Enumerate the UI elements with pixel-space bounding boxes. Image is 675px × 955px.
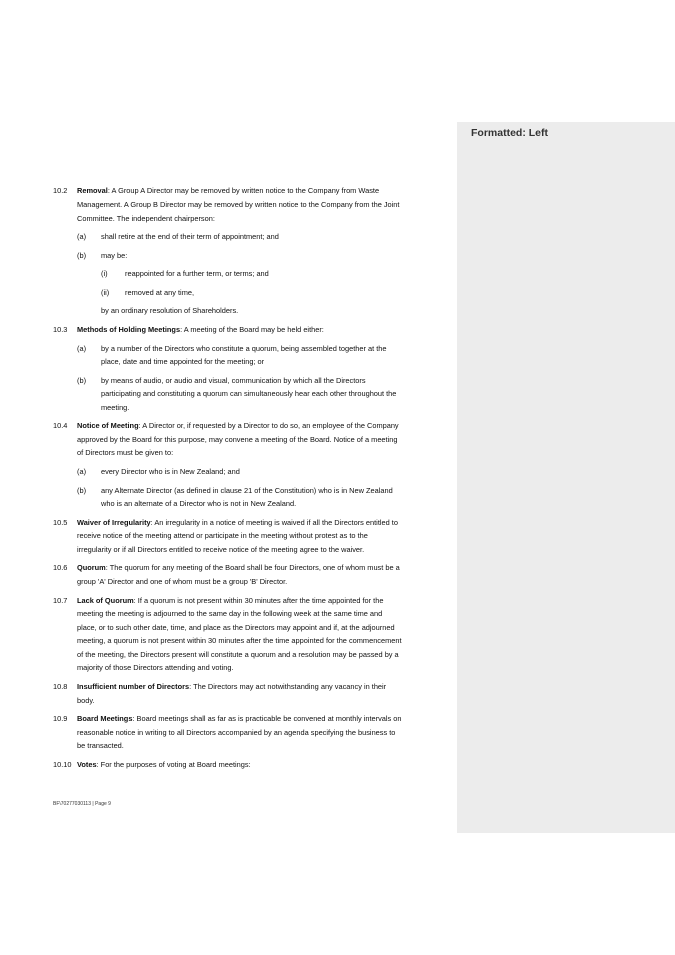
sub-sub-text: reappointed for a further term, or terms; and [125,269,269,278]
clause-10-2-line [77,186,379,195]
clause-text: Management. A Group B Director may be removed by written notice to the Company from the Joint [77,200,400,209]
clause-10-4-line [77,421,399,430]
sub-label: (a) [77,232,87,241]
clause-heading: Quorum [77,563,106,572]
clause-10-6-line [77,563,400,572]
sub-label: (b) [77,376,87,385]
clause-10-3-line [77,325,324,334]
sub-text: by a number of the Directors who constitute a quorum, being assembled together at the [101,344,387,353]
clause-number: 10.10 [53,760,72,769]
clause-text: body. [77,696,95,705]
clause-text: receive notice of the meeting attend or participate in the meeting without protest as to the [77,531,368,540]
clause-text: : For the purposes of voting at Board meetings: [96,760,251,769]
clause-text: majority of those Directors attending and voting. [77,663,234,672]
clause-number: 10.4 [53,421,68,430]
sub-text: by an ordinary resolution of Shareholders. [101,306,239,315]
clause-text: group 'A' Director and one of whom must be a group 'B' Director. [77,577,288,586]
clause-10-7-line [77,596,383,605]
clause-heading: Notice of Meeting [77,421,139,430]
sub-text: shall retire at the end of their term of appointment; and [101,232,279,241]
clause-heading: Waiver of Irregularity [77,518,151,527]
clause-text: : Board meetings shall as far as is practicable be convened at monthly intervals on [132,714,402,723]
sub-label: (a) [77,344,87,353]
clause-text: : An irregularity in a notice of meeting is waived if all the Directors entitled to [150,518,398,527]
clause-text: : A Director or, if requested by a Director to do so, an employee of the Company [138,421,399,430]
sub-label: (b) [77,251,87,260]
clause-number: 10.6 [53,563,68,572]
clause-text: meeting the meeting is adjourned to the same day in the following week at the same time and [77,609,383,618]
clause-10-10-line [77,760,251,769]
clause-text: Committee. The independent chairperson: [77,214,215,223]
clause-text: meeting, a quorum is not present within 30 minutes after the time appointed for the commencement [77,636,402,645]
clause-heading: Votes [77,760,97,769]
clause-number: 10.3 [53,325,68,334]
sub-text: any Alternate Director (as defined in clause 21 of the Constitution) who is in New Zealand [101,486,393,495]
clause-text: of Directors must be given to: [77,448,174,457]
clause-text: : If a quorum is not present within 30 minutes after the time appointed for the [133,596,384,605]
comment-pane [457,122,675,833]
sub-sub-text: removed at any time, [125,288,195,297]
clause-text: : The quorum for any meeting of the Board shall be four Directors, one of whom must be a [105,563,400,572]
clause-heading: Removal [77,186,108,195]
clause-text: approved by the Board for this purpose, may convene a meeting of the Board. Notice of a meeting [77,435,398,444]
clause-number: 10.9 [53,714,68,723]
clause-10-8-line [77,682,386,691]
clause-heading: Insufficient number of Directors [77,682,190,691]
clause-10-9-line [77,714,402,723]
clause-text: : A meeting of the Board may be held either: [180,325,324,334]
clause-text: reasonable notice in writing to all Directors accompanied by an agenda specifying the business to [77,728,396,737]
clause-text: be transacted. [77,741,124,750]
page-footer: BF\70277030113 | Page 9 [53,801,111,807]
clause-heading: Board Meetings [77,714,133,723]
sub-text: meeting. [101,403,130,412]
clause-heading: Lack of Quorum [77,596,134,605]
clause-number: 10.2 [53,186,68,195]
clause-text: of the meeting, the Directors present will constitute a quorum and a resolution may be passed by a [77,650,399,659]
clause-number: 10.8 [53,682,68,691]
clause-number: 10.7 [53,596,68,605]
sub-text: every Director who is in New Zealand; and [101,467,240,476]
sub-text: may be: [101,251,128,260]
sub-text: by means of audio, or audio and visual, communication by which all the Directors [101,376,366,385]
clause-text: : A Group A Director may be removed by written notice to the Company from Waste [107,186,380,195]
sub-sub-label: (i) [101,269,108,278]
sub-label: (a) [77,467,87,476]
clause-text: irregularity or if all Directors entitled to receive notice of the meeting agree to the waiver. [77,545,365,554]
clause-number: 10.5 [53,518,68,527]
clause-text: place, or to such other date, time, and place as the Directors may appoint and if, at the adjourned [77,623,395,632]
clause-text: : The Directors may act notwithstanding any vacancy in their [189,682,387,691]
sub-sub-label: (ii) [101,288,110,297]
sub-label: (b) [77,486,87,495]
formatting-balloon[interactable]: Formatted: Left [471,127,548,139]
sub-text: who is an alternate of a Director who is not in New Zealand. [101,499,297,508]
clause-10-5-line [77,518,398,527]
sub-text: place, date and time appointed for the meeting; or [101,357,265,366]
sub-text: participating and constituting a quorum can simultaneously hear each other throughout the [101,389,397,398]
clause-heading: Methods of Holding Meetings [77,325,181,334]
